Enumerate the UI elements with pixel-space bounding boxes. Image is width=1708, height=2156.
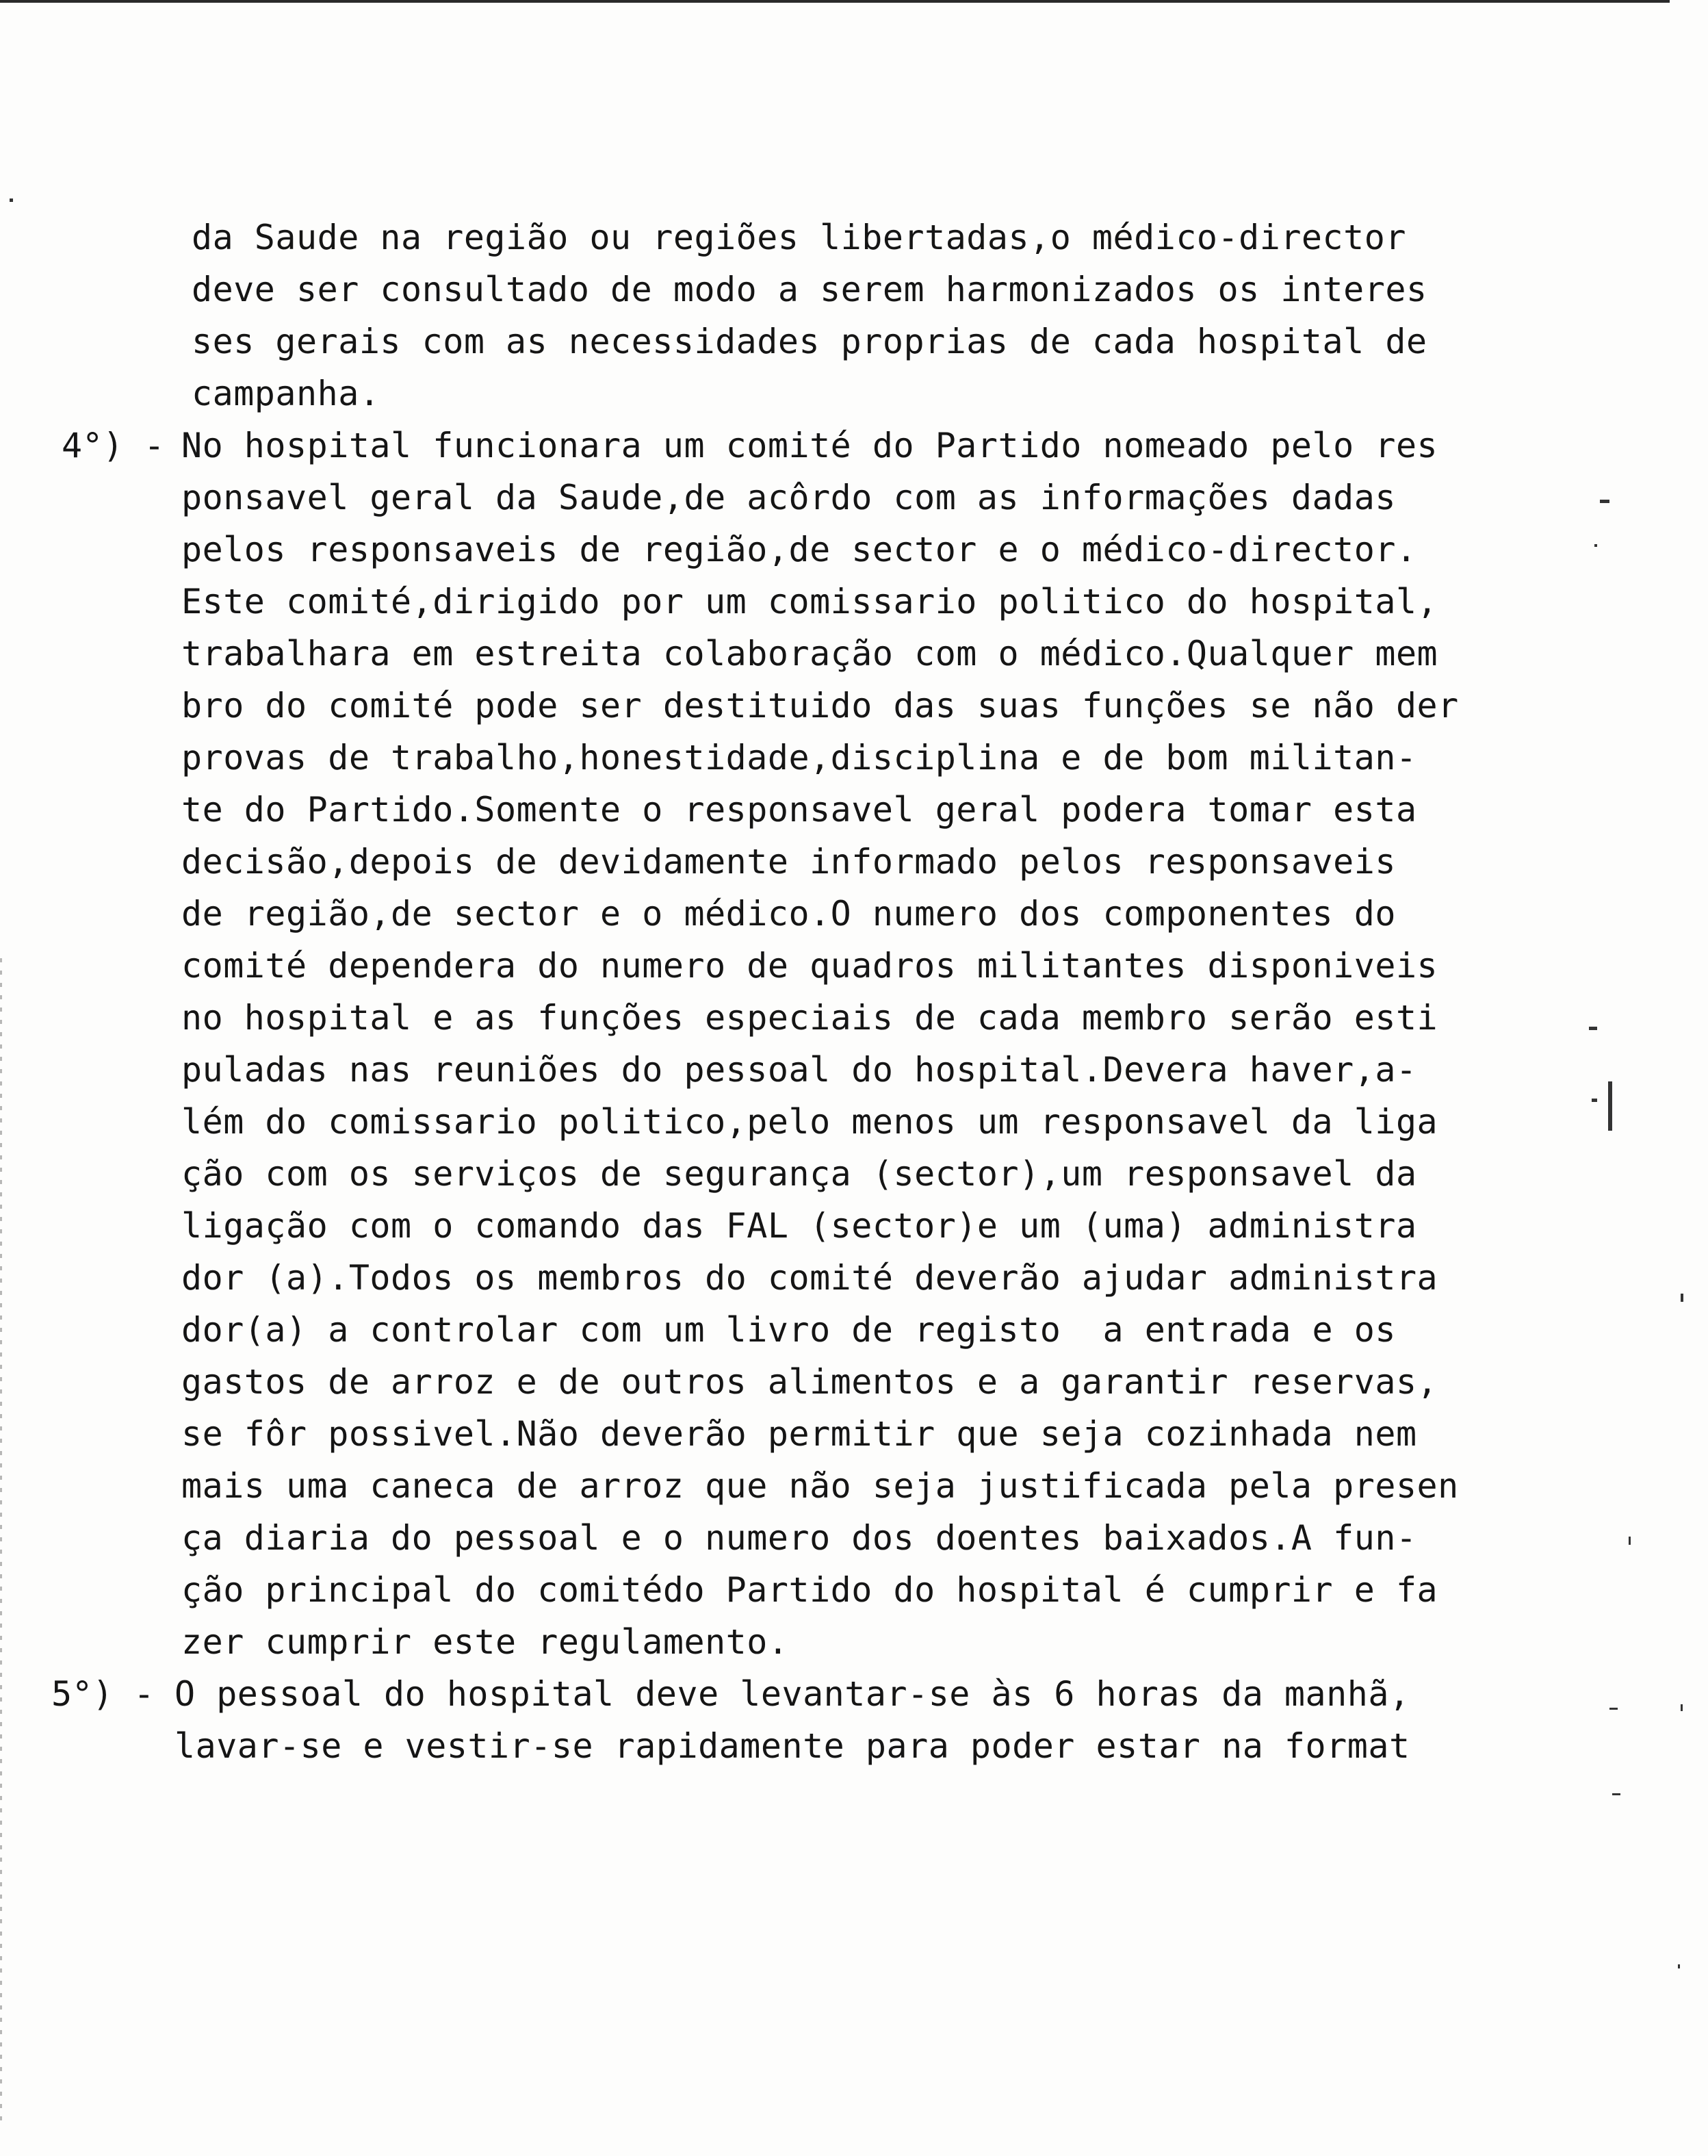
text-line: Este comité,dirigido por um comissario politico do hospital,: [181, 582, 1438, 621]
text-line: deve ser consultado de modo a serem harmonizados os interes: [192, 270, 1427, 309]
scan-speck: [1612, 1793, 1620, 1795]
scan-speck: [1600, 500, 1609, 503]
text-line: No hospital funcionara um comité do Partido nomeado pelo res: [181, 426, 1438, 465]
text-line: ses gerais com as necessidades proprias de cada hospital de: [192, 322, 1427, 361]
text-line: ça diaria do pessoal e o numero dos doentes baixados.A fun-: [181, 1518, 1417, 1558]
text-line: pelos responsaveis de região,de sector e o médico-director.: [181, 530, 1417, 569]
text-line: lém do comissario politico,pelo menos um responsavel da liga: [181, 1102, 1438, 1142]
text-line: bro do comité pode ser destituido das suas funções se não der: [181, 686, 1459, 726]
top-border-line: [0, 0, 1670, 3]
text-line: provas de trabalho,honestidade,disciplina e de bom militan-: [181, 738, 1417, 778]
text-line: da Saude na região ou regiões libertadas,o médico-director: [192, 218, 1406, 257]
text-line: se fôr possivel.Não deverão permitir que seja cozinhada nem: [181, 1414, 1417, 1454]
text-line: dor(a) a controlar com um livro de registo a entrada e os: [181, 1310, 1396, 1350]
item-number: 5°) -: [51, 1674, 155, 1714]
text-line: campanha.: [192, 374, 380, 413]
text-line: puladas nas reuniões do pessoal do hospital.Devera haver,a-: [181, 1050, 1417, 1090]
text-line: ção com os serviços de segurança (sector),um responsavel da: [181, 1154, 1417, 1194]
text-line: gastos de arroz e de outros alimentos e a garantir reservas,: [181, 1362, 1438, 1402]
text-line: mais uma caneca de arroz que não seja justificada pela presen: [181, 1466, 1459, 1506]
scan-speck: [1629, 1537, 1631, 1545]
scan-speck: [1609, 1708, 1618, 1710]
text-line: ponsavel geral da Saude,de acôrdo com as informações dadas: [181, 478, 1396, 517]
scan-speck: [1589, 1027, 1597, 1030]
scan-speck: [1681, 1294, 1683, 1302]
text-line: O pessoal do hospital deve levantar-se às 6 horas da manhã,: [174, 1674, 1410, 1714]
scan-speck: [1608, 1081, 1612, 1131]
text-line: no hospital e as funções especiais de cada membro serão esti: [181, 998, 1438, 1038]
text-line: dor (a).Todos os membros do comité deverão ajudar administra: [181, 1258, 1438, 1298]
text-line: decisão,depois de devidamente informado pelos responsaveis: [181, 842, 1396, 882]
scan-speck: [10, 198, 13, 202]
text-line: de região,de sector e o médico.O numero dos componentes do: [181, 894, 1396, 934]
scan-speck: [1681, 1704, 1683, 1711]
text-line: comité dependera do numero de quadros militantes disponiveis: [181, 946, 1438, 986]
scan-speck: [1678, 1964, 1680, 1968]
text-line: zer cumprir este regulamento.: [181, 1622, 789, 1662]
text-line: te do Partido.Somente o responsavel geral podera tomar esta: [181, 790, 1417, 830]
item-number: 4°) -: [62, 426, 165, 465]
text-line: ção principal do comitédo Partido do hospital é cumprir e fa: [181, 1570, 1438, 1610]
scan-speck: [1594, 544, 1597, 547]
text-line: trabalhara em estreita colaboração com o médico.Qualquer mem: [181, 634, 1438, 673]
scan-edge-artifact: [0, 958, 2, 2122]
scan-speck: [1592, 1099, 1597, 1102]
text-line: ligação com o comando das FAL (sector)e um (uma) administra: [181, 1206, 1417, 1246]
text-line: lavar-se e vestir-se rapidamente para poder estar na format: [174, 1726, 1410, 1766]
